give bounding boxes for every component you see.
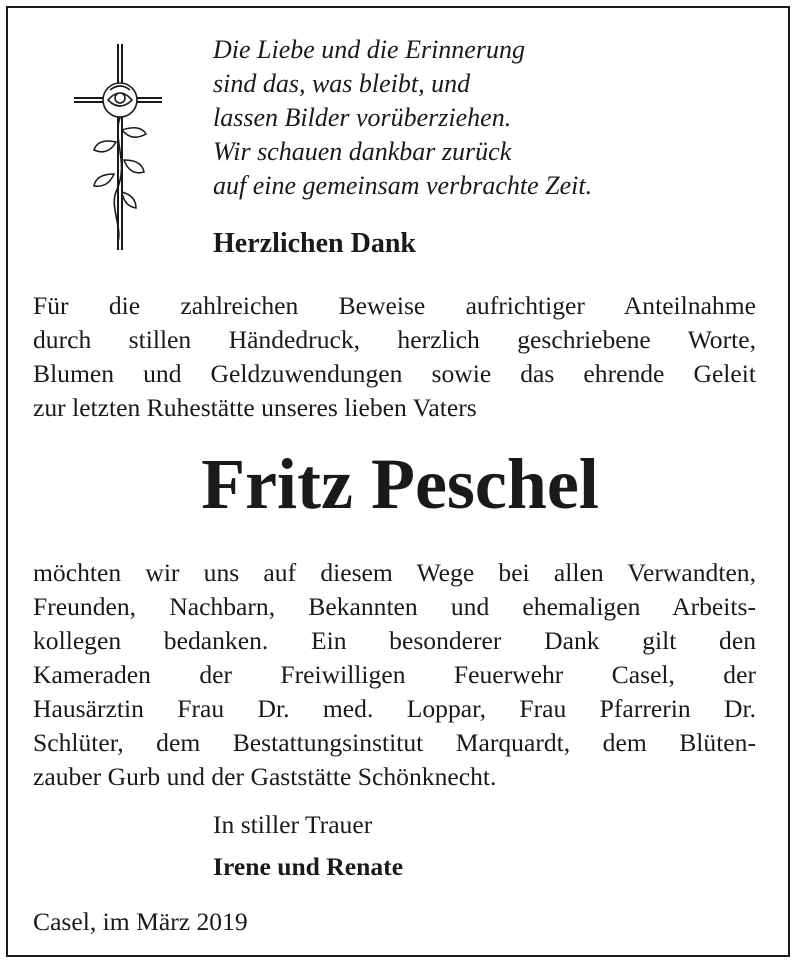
thanks-line: möchten wir uns auf diesem Wege bei allen Verwandten, [33,558,756,587]
poem-line: auf eine gemeinsam verbrachte Zeit. [213,171,593,200]
thanks-heading: Herzlichen Dank [213,228,416,259]
thanks-line: kollegen bedanken. Ein besonderer Dank gilt den [33,626,756,655]
poem-line: Wir schauen dankbar zurück [213,137,512,166]
thanks-line: zauber Gurb und der Gaststätte Schönknecht. [33,762,497,791]
thanks-line: Schlüter, dem Bestattungsinstitut Marquardt, dem Blüten- [33,728,756,757]
mourning-phrase: In stiller Trauer [213,810,373,839]
intro-line: durch stillen Händedruck, herzlich geschriebene Worte, [33,325,756,354]
memorial-poem [213,33,592,203]
signers: Irene und Renate [213,852,404,881]
thanks-line: Kameraden der Freiwilligen Feuerwehr Casel, der [33,660,756,689]
poem-line: Die Liebe und die Erinnerung [213,35,525,64]
intro-paragraph [33,289,756,425]
intro-line: Blumen und Geldzuwendungen sowie das ehrende Geleit [33,359,756,388]
thanks-line: Hausärztin Frau Dr. med. Loppar, Frau Pfarrerin Dr. [33,694,756,723]
intro-line: zur letzten Ruhestätte unseres lieben Vaters [33,393,477,422]
deceased-name: Fritz Peschel [201,444,599,524]
poem-line: lassen Bilder vorüberziehen. [213,103,512,132]
poem-line: sind das, was bleibt, und [213,69,471,98]
thanks-paragraph [33,556,756,794]
cross-with-rose-icon [70,42,166,252]
thanks-line: Freunden, Nachbarn, Bekannten und ehemaligen Arbeits- [33,592,756,621]
place-date: Casel, im März 2019 [33,907,248,936]
intro-line: Für die zahlreichen Beweise aufrichtiger Anteilnahme [33,291,756,320]
